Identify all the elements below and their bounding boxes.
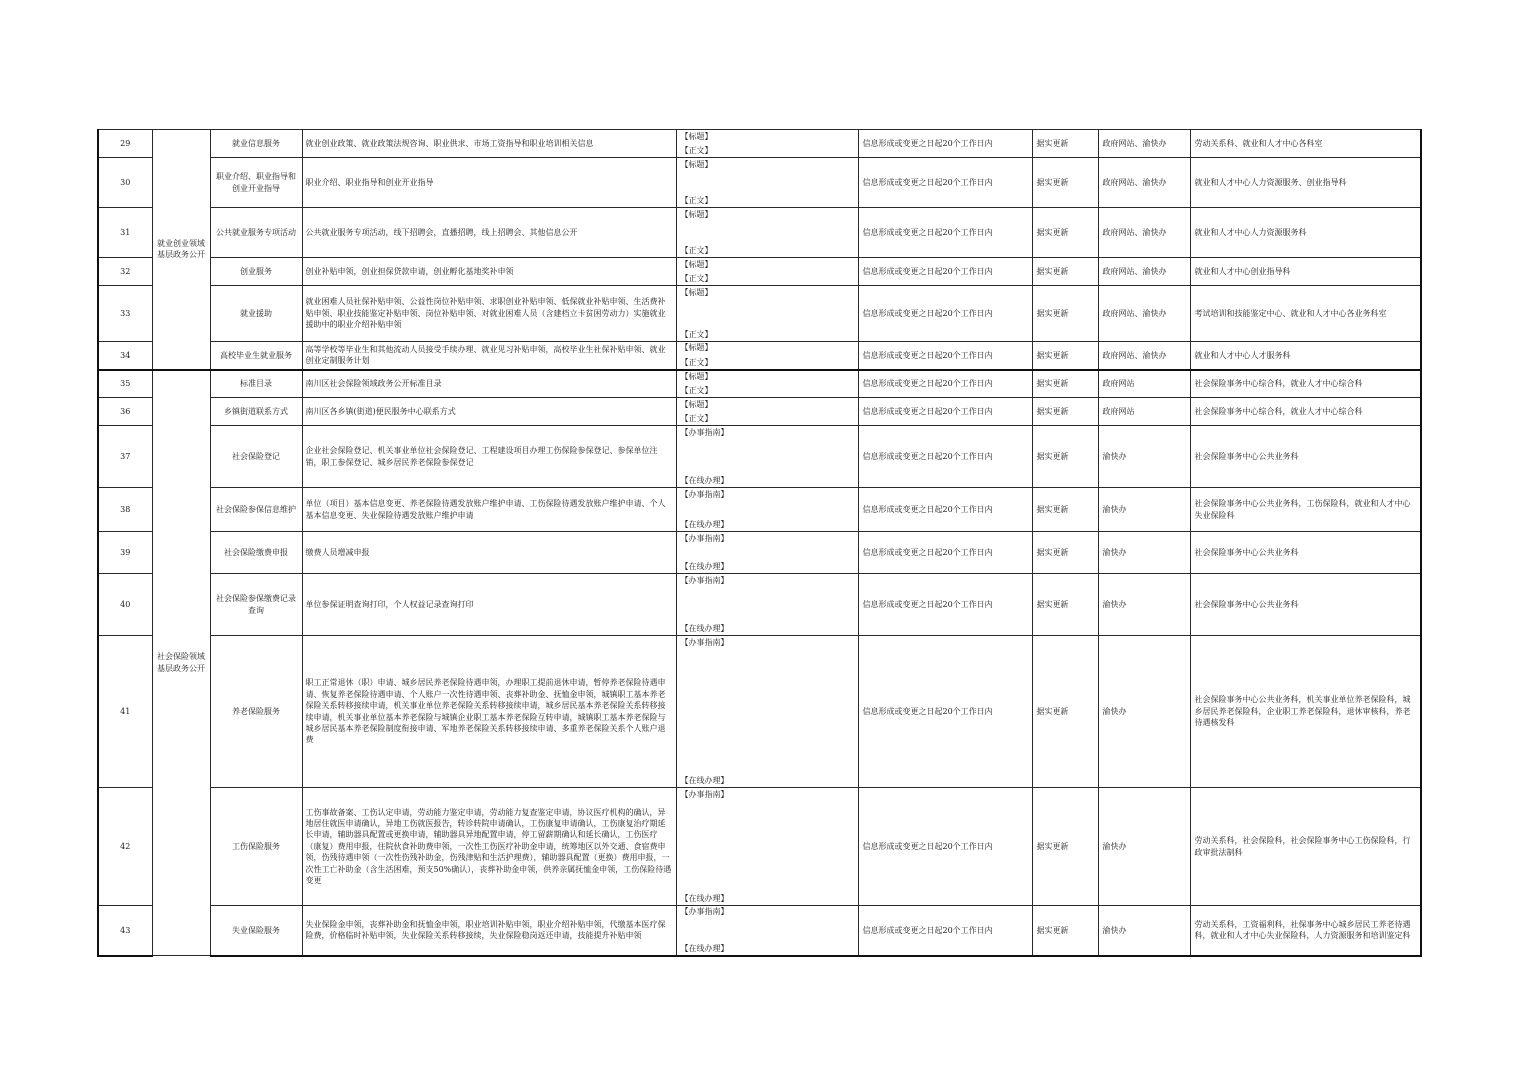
publish-form-label: 【正文】 xyxy=(680,330,713,340)
publish-form-label: 【在线办理】 xyxy=(680,894,729,904)
responsible-department: 就业和人才中心人力资源服务科 xyxy=(1190,208,1421,258)
row-number: 31 xyxy=(98,208,152,258)
publish-form-label: 【在线办理】 xyxy=(680,943,729,953)
publish-channel: 政府网站 xyxy=(1098,370,1190,398)
publish-form-list xyxy=(681,371,854,397)
publish-form-list xyxy=(681,427,854,487)
publish-channel: 渝快办 xyxy=(1098,906,1190,956)
publish-form xyxy=(676,788,858,906)
table-row xyxy=(98,286,1421,342)
publish-time-limit: 信息形成或变更之日起20个工作日内 xyxy=(858,342,1032,370)
item-name: 失业保险服务 xyxy=(210,906,302,956)
publish-form-list xyxy=(681,637,854,787)
responsible-department: 社会保险事务中心公共业务科 xyxy=(1190,426,1421,488)
publish-subject: 据实更新 xyxy=(1032,788,1098,906)
publish-time-limit: 信息形成或变更之日起20个工作日内 xyxy=(858,906,1032,956)
publish-form xyxy=(676,258,858,286)
publish-form xyxy=(676,574,858,636)
publish-subject: 据实更新 xyxy=(1032,258,1098,286)
row-number: 34 xyxy=(98,342,152,370)
row-number: 37 xyxy=(98,426,152,488)
publish-form-label: 【办事指南】 xyxy=(680,489,729,499)
publish-form-label: 【标题】 xyxy=(680,159,713,169)
publish-subject: 据实更新 xyxy=(1032,398,1098,426)
row-number: 36 xyxy=(98,398,152,426)
publish-channel: 政府网站、渝快办 xyxy=(1098,158,1190,208)
item-content: 高等学校等毕业生和其他流动人员接受手续办理、就业见习补贴申领，高校毕业生社保补贴申领、就业创业定制服务计划 xyxy=(302,342,676,370)
publish-subject: 据实更新 xyxy=(1032,488,1098,532)
publish-form-list xyxy=(681,533,854,573)
item-content: 缴费人员增减申报 xyxy=(302,532,676,574)
publish-subject: 据实更新 xyxy=(1032,370,1098,398)
publish-form-label: 【正文】 xyxy=(680,386,713,396)
item-name: 公共就业服务专项活动 xyxy=(210,208,302,258)
publish-form-label: 【标题】 xyxy=(680,209,713,219)
item-name: 社会保险参保信息维护 xyxy=(210,488,302,532)
row-number: 35 xyxy=(98,370,152,398)
publish-subject: 据实更新 xyxy=(1032,574,1098,636)
table-row xyxy=(98,342,1421,370)
publish-form-list xyxy=(681,287,854,341)
publish-form-label: 【正文】 xyxy=(680,414,713,424)
item-name: 乡镇街道联系方式 xyxy=(210,398,302,426)
publish-form-list xyxy=(681,131,854,157)
publish-form xyxy=(676,636,858,788)
row-number: 30 xyxy=(98,158,152,208)
item-name: 工伤保险服务 xyxy=(210,788,302,906)
publish-subject: 据实更新 xyxy=(1032,342,1098,370)
publish-channel: 政府网站、渝快办 xyxy=(1098,208,1190,258)
row-number: 41 xyxy=(98,636,152,788)
publish-time-limit: 信息形成或变更之日起20个工作日内 xyxy=(858,158,1032,208)
publish-time-limit: 信息形成或变更之日起20个工作日内 xyxy=(858,426,1032,488)
publish-form-label: 【办事指南】 xyxy=(680,637,729,647)
item-name: 高校毕业生就业服务 xyxy=(210,342,302,370)
responsible-department: 社会保险事务中心公共业务科，机关事业单位养老保险科，城乡居民养老保险科，企业职工养老保险科，退休审核科，养老待遇核发科 xyxy=(1190,636,1421,788)
publish-form-list xyxy=(681,789,854,905)
responsible-department: 就业和人才中心人才服务科 xyxy=(1190,342,1421,370)
table-row xyxy=(98,398,1421,426)
table-row xyxy=(98,258,1421,286)
item-name: 社会保险参保缴费记录查询 xyxy=(210,574,302,636)
disclosure-table xyxy=(97,129,1422,957)
publish-form-list xyxy=(681,489,854,531)
publish-form-list xyxy=(681,342,854,368)
row-number: 33 xyxy=(98,286,152,342)
item-name: 创业服务 xyxy=(210,258,302,286)
publish-form-list xyxy=(681,399,854,425)
publish-form xyxy=(676,342,858,370)
publish-channel: 政府网站、渝快办 xyxy=(1098,342,1190,370)
publish-form-label: 【在线办理】 xyxy=(680,776,729,786)
publish-channel: 政府网站、渝快办 xyxy=(1098,286,1190,342)
publish-time-limit: 信息形成或变更之日起20个工作日内 xyxy=(858,130,1032,158)
item-content: 南川区社会保险领域政务公开标准目录 xyxy=(302,370,676,398)
publish-subject: 据实更新 xyxy=(1032,532,1098,574)
publish-time-limit: 信息形成或变更之日起20个工作日内 xyxy=(858,574,1032,636)
publish-form-label: 【正文】 xyxy=(680,196,713,206)
responsible-department: 劳动关系科、就业和人才中心各科室 xyxy=(1190,130,1421,158)
row-number: 32 xyxy=(98,258,152,286)
publish-time-limit: 信息形成或变更之日起20个工作日内 xyxy=(858,636,1032,788)
publish-form-label: 【标题】 xyxy=(680,343,713,353)
publish-subject: 据实更新 xyxy=(1032,130,1098,158)
item-content: 就业创业政策、就业政策法规咨询、职业供求、市场工资指导和职业培训相关信息 xyxy=(302,130,676,158)
item-content: 企业社会保险登记、机关事业单位社会保险登记、工程建设项目办理工伤保险参保登记、参保单位注销，职工参保登记、城乡居民养老保险参保登记 xyxy=(302,426,676,488)
publish-channel: 渝快办 xyxy=(1098,574,1190,636)
item-content: 失业保险金申领，丧葬补助金和抚恤金申领，职业培训补贴申领，职业介绍补贴申领，代缴基本医疗保险费，价格临时补贴申领，失业保险关系转移接续，失业保险稳岗返还申请，技能提升补贴申领 xyxy=(302,906,676,956)
publish-form-label: 【标题】 xyxy=(680,131,713,141)
publish-form-label: 【正文】 xyxy=(680,274,713,284)
publish-form-label: 【标题】 xyxy=(680,259,713,269)
publish-channel: 渝快办 xyxy=(1098,636,1190,788)
publish-form-label: 【正文】 xyxy=(680,146,713,156)
publish-form-list xyxy=(681,159,854,207)
publish-channel: 政府网站、渝快办 xyxy=(1098,258,1190,286)
table-row xyxy=(98,370,1421,398)
row-number: 38 xyxy=(98,488,152,532)
item-name: 养老保险服务 xyxy=(210,636,302,788)
table-row xyxy=(98,636,1421,788)
item-content: 就业困难人员社保补贴申领、公益性岗位补贴申领、求职创业补贴申领、低保就业补贴申领、生活费补贴申领、职业技能鉴定补贴申领、岗位补贴申领、对就业困难人员（含建档立卡贫困劳动力）实施就业援助中的职业介绍补贴申领 xyxy=(302,286,676,342)
responsible-department: 就业和人才中心创业指导科 xyxy=(1190,258,1421,286)
publish-subject: 据实更新 xyxy=(1032,158,1098,208)
item-name: 职业介绍、职业指导和创业开业指导 xyxy=(210,158,302,208)
item-name: 就业援助 xyxy=(210,286,302,342)
publish-subject: 据实更新 xyxy=(1032,286,1098,342)
row-number: 43 xyxy=(98,906,152,956)
publish-time-limit: 信息形成或变更之日起20个工作日内 xyxy=(858,532,1032,574)
item-content: 创业补贴申领，创业担保贷款申请，创业孵化基地奖补申领 xyxy=(302,258,676,286)
publish-form-label: 【标题】 xyxy=(680,399,713,409)
category-cell: 社会保险领域基层政务公开 xyxy=(152,370,210,956)
row-number: 39 xyxy=(98,532,152,574)
publish-subject: 据实更新 xyxy=(1032,636,1098,788)
item-content: 职工正常退休（职）申请、城乡居民养老保险待遇申领，办理职工提前退休申请，暂停养老保险待遇申请、恢复养老保险待遇申请、个人账户一次性待遇申领、丧葬补助金、抚恤金申领，城镇职工基本养老保险关系转移接续申请，机关事业单位养老保险关系转移接续申请，城乡居民基本养老保险关系转移接续申请，机关事业单位基本养老保险与城镇企业职工基本养老保险互转申请，城镇职工基本养老保险与城乡居民基本养老保险制度衔接申请、军地养老保险关系转移接续申请、多重养老保险关系个人账户退费 xyxy=(302,636,676,788)
publish-form xyxy=(676,398,858,426)
responsible-department: 社会保险事务中心综合科，就业人才中心综合科 xyxy=(1190,370,1421,398)
publish-time-limit: 信息形成或变更之日起20个工作日内 xyxy=(858,398,1032,426)
publish-form xyxy=(676,426,858,488)
publish-time-limit: 信息形成或变更之日起20个工作日内 xyxy=(858,286,1032,342)
publish-subject: 据实更新 xyxy=(1032,426,1098,488)
row-number: 42 xyxy=(98,788,152,906)
table-row xyxy=(98,130,1421,158)
publish-form-label: 【办事指南】 xyxy=(680,575,729,585)
publish-form-list xyxy=(681,906,854,954)
publish-channel: 渝快办 xyxy=(1098,532,1190,574)
publish-form-label: 【标题】 xyxy=(680,287,713,297)
item-name: 社会保险缴费申报 xyxy=(210,532,302,574)
table-row xyxy=(98,426,1421,488)
publish-channel: 政府网站 xyxy=(1098,398,1190,426)
responsible-department: 社会保险事务中心综合科，就业人才中心综合科 xyxy=(1190,398,1421,426)
table-row xyxy=(98,208,1421,258)
publish-form xyxy=(676,208,858,258)
table-row xyxy=(98,488,1421,532)
responsible-department: 考试培训和技能鉴定中心、就业和人才中心各业务科室 xyxy=(1190,286,1421,342)
publish-form-label: 【在线办理】 xyxy=(680,624,729,634)
item-content: 职业介绍、职业指导和创业开业指导 xyxy=(302,158,676,208)
publish-form-list xyxy=(681,209,854,257)
publish-channel: 政府网站、渝快办 xyxy=(1098,130,1190,158)
item-content: 单位参保证明查询打印，个人权益记录查询打印 xyxy=(302,574,676,636)
item-name: 就业信息服务 xyxy=(210,130,302,158)
item-content: 工伤事故备案、工伤认定申请，劳动能力鉴定申请，劳动能力复查鉴定申请，协议医疗机构的确认，异地居住就医申请确认，异地工伤就医报告，转诊转院申请确认，工伤康复申请确认，工伤康复治疗期延长申请，辅助器具配置或更换申请，辅助器具异地配置申请，停工留薪期确认和延长确认，工伤医疗（康复）费用申报，住院伙食补助费申领，一次性工伤医疗补助金申请，统筹地区以外交通、食宿费申领，伤残待遇申领（一次性伤残补助金，伤残津贴和生活护理费），辅助器具配置（更换）费用申报，一次性工亡补助金（含生活困难，预支50%确认），丧葬补助金申领，供养亲属抚恤金申领，工伤保险待遇变更 xyxy=(302,788,676,906)
category-cell: 就业创业领域基层政务公开 xyxy=(152,130,210,370)
publish-form-label: 【办事指南】 xyxy=(680,533,729,543)
publish-form-label: 【正文】 xyxy=(680,357,713,367)
publish-form-label: 【在线办理】 xyxy=(680,520,729,530)
item-name: 社会保险登记 xyxy=(210,426,302,488)
publish-form-label: 【办事指南】 xyxy=(680,789,729,799)
publish-form-label: 【正文】 xyxy=(680,246,713,256)
row-number: 40 xyxy=(98,574,152,636)
item-content: 公共就业服务专项活动，线下招聘会，直播招聘，线上招聘会、其他信息公开 xyxy=(302,208,676,258)
publish-form-label: 【办事指南】 xyxy=(680,907,729,917)
responsible-department: 劳动关系科，社会保险科，社会保险事务中心工伤保险科，行政审批法制科 xyxy=(1190,788,1421,906)
publish-form xyxy=(676,370,858,398)
publish-form xyxy=(676,906,858,956)
publish-time-limit: 信息形成或变更之日起20个工作日内 xyxy=(858,488,1032,532)
publish-subject: 据实更新 xyxy=(1032,208,1098,258)
item-name: 标准目录 xyxy=(210,370,302,398)
table-row xyxy=(98,532,1421,574)
publish-form xyxy=(676,286,858,342)
publish-form xyxy=(676,158,858,208)
responsible-department: 社会保险事务中心公共业务科，工伤保险科，就业和人才中心失业保险科 xyxy=(1190,488,1421,532)
publish-form-list xyxy=(681,575,854,635)
responsible-department: 劳动关系科，工资福利科，社保事务中心城乡居民工养老待遇科，就业和人才中心失业保险科，人力资源服务和培训鉴定科 xyxy=(1190,906,1421,956)
publish-channel: 渝快办 xyxy=(1098,488,1190,532)
publish-form-label: 【在线办理】 xyxy=(680,562,729,572)
publish-form xyxy=(676,488,858,532)
table-row xyxy=(98,906,1421,956)
table-row xyxy=(98,574,1421,636)
table-row xyxy=(98,158,1421,208)
publish-channel: 渝快办 xyxy=(1098,426,1190,488)
publish-form-label: 【标题】 xyxy=(680,371,713,381)
publish-form-label: 【办事指南】 xyxy=(680,427,729,437)
publish-time-limit: 信息形成或变更之日起20个工作日内 xyxy=(858,370,1032,398)
publish-form-label: 【在线办理】 xyxy=(680,476,729,486)
item-content: 单位（项目）基本信息变更、养老保险待遇发放账户维护申请、工伤保险待遇发放账户维护申请、个人基本信息变更、失业保险待遇发放账户维护申请 xyxy=(302,488,676,532)
publish-form xyxy=(676,130,858,158)
publish-time-limit: 信息形成或变更之日起20个工作日内 xyxy=(858,258,1032,286)
publish-form-list xyxy=(681,259,854,285)
item-content: 南川区各乡镇(街道)便民服务中心联系方式 xyxy=(302,398,676,426)
row-number: 29 xyxy=(98,130,152,158)
responsible-department: 就业和人才中心人力资源服务、创业指导科 xyxy=(1190,158,1421,208)
publish-form xyxy=(676,532,858,574)
publish-channel: 渝快办 xyxy=(1098,788,1190,906)
publish-subject: 据实更新 xyxy=(1032,906,1098,956)
publish-time-limit: 信息形成或变更之日起20个工作日内 xyxy=(858,788,1032,906)
responsible-department: 社会保险事务中心公共业务科 xyxy=(1190,574,1421,636)
table-row xyxy=(98,788,1421,906)
table-body xyxy=(98,130,1421,956)
responsible-department: 社会保险事务中心公共业务科 xyxy=(1190,532,1421,574)
publish-time-limit: 信息形成或变更之日起20个工作日内 xyxy=(858,208,1032,258)
